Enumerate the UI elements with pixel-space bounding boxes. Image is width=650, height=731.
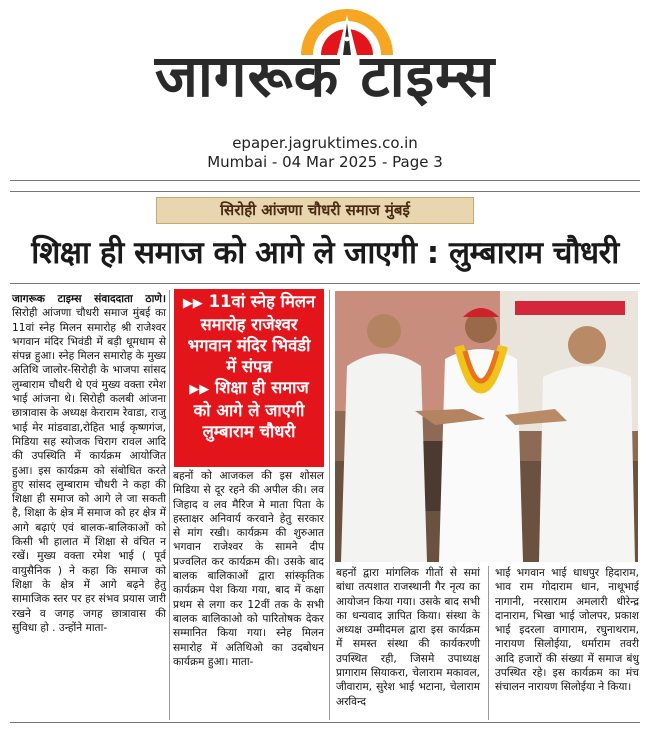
- section-band: सिरोही आंजणा चौधरी समाज मुंबई: [156, 197, 474, 224]
- column-divider-1: [169, 290, 170, 720]
- bottom-rule: [10, 722, 640, 723]
- masthead: [0, 0, 650, 180]
- epaper-url[interactable]: epaper.jagruktimes.co.in: [232, 134, 418, 152]
- newspaper-logo: जागरूक टाइम्स: [154, 42, 496, 110]
- column-divider-3: [488, 566, 489, 720]
- top-rule-2: [10, 191, 640, 192]
- headline-rule: [10, 283, 640, 284]
- article-column-4: भाई भगवान भाई धाधपुर हिदाराम, भाव राम गोदाराम धान, नाथूभाई नागानी, नरसाराम अमलारी धीरेन्द्र दानाराम, भिखा भाई जोलपर, प्रकाश भाई इदरला वागाराम, रघुनाथराम, नारायण सिलोईया, धर्माराम तवरी आदि हजारों की संख्या में समाज बंधु उपस्थित रहे। इस कार्यक्रम का मंच संचालन नारायण सिलोईया ने किया।: [495, 567, 639, 694]
- article-column-3: बहनों द्वारा मांगलिक गीतों से समां बांधा तत्पशात राजस्थानी गैर नृत्य का आयोजन किया गया। उसके बाद सभी का धन्यवाद ज्ञापित किया। संस्था के अध्यक्ष उम्मीदमल द्वारा इस कार्यक्रम में समस्त संस्था की कार्यकरणी उपस्थित रही, जिसमे उपाध्यक्ष प्रागाराम सियाकरा, चेलाराम मकावल, जीवाराम, सुरेश भाई भटाना, चेलाराम अरविन्द: [336, 567, 480, 708]
- article-text-1: सिरोही आंजणा चौधरी समाज मुंबई का 11वां स्नेह मिलन समारोह श्री राजेश्वर भगवान मंदिर भिवंडी में बड़ी धूमधाम से संपन्न हुआ। स्नेह मिलन समारोह के मुख्य अतिथि जालोर-सिरोही के भाजपा सांसद लुम्बाराम चौधरी थे एवं मुख्य वक्ता रमेश भाई आंजना थे। सिरोही कलबी आंजना छात्रावास के अध्यक्ष केराराम रेवाडा, राजु भाई मेर मांडवाडा,रोहित भाई कृष्णगंज, मिडिया सह स्योजक चिराग रावल आदि की उपस्थिति में कार्यक्रम आयोजित हुआ। इस कार्यक्रम को संबोधित करते हुए सांसद लुम्बाराम चौधरी ने कहा की शिक्षा ही समाज को आगे ले जा सकती है, शिक्षा के क्षेत्र में समाज को हर क्षेत्र में आगे बढ़ाएं एवं बालक-बालिकाओं को किसी भी हालात में शिक्षा से वंचित न रखें। मुख्य वक्ता रमेश भाई ( पूर्व वायुसैनिक ) ने कहा कि समाज को शिक्षा के क्षेत्र में आगे बढ़ने हेतु सामाजिक स्तर पर हर संभव प्रयास जारी रखने व जगह जगह छात्रावास की सुविधा हो . उन्होंने माता-: [12, 307, 166, 634]
- highlight-line-2: शिक्षा ही समाज को आगे ले जाएगी लुम्बाराम चौधरी: [193, 378, 309, 441]
- column-divider-2: [329, 290, 330, 720]
- double-arrow-icon: ▶▶: [189, 382, 210, 397]
- top-rule: [10, 180, 640, 181]
- double-arrow-icon: ▶▶: [182, 296, 203, 311]
- headline: शिक्षा ही समाज को आगे ले जाएगी : लुम्बाराम चौधरी: [31, 235, 619, 271]
- event-photo: [335, 291, 638, 562]
- highlight-box: [174, 289, 324, 467]
- article-column-1: [12, 292, 166, 635]
- byline: जागरूक टाइम्स संवाददाता ठाणे।: [12, 293, 166, 305]
- article-column-2: बहनों को आजकल की इस शोसल मिडिया से दूर रहने की अपील की। लव जिहाद व लव मैरिज मे माता पिता के हस्ताक्षर अनिवार्य करवाने हेतु सरकार से मांग रखी। कार्यक्रम की शुरुआत भगवान राजेश्वर के सामने दीप प्रज्वलित कर कार्यक्रम की। उसके बाद बालक बालिकाओं द्वारा सांस्कृतिक कार्यक्रम पेश किया गया, बाद में कक्षा प्रथम से लगा कर 12वीं तक के सभी बालक बालिकाओ को पारितोषक देकर सम्मानित किया गया। स्नेह मिलन समारोह में अतिथिओ का उदबोधन कार्यक्रम हुआ। माता-: [173, 470, 324, 668]
- edition-info: Mumbai - 04 Mar 2025 - Page 3: [207, 153, 443, 171]
- highlight-line-1: 11वां स्नेह मिलन समारोह राजेश्वर भगवान मंदिर भिवंडी में संपन्न: [187, 292, 316, 376]
